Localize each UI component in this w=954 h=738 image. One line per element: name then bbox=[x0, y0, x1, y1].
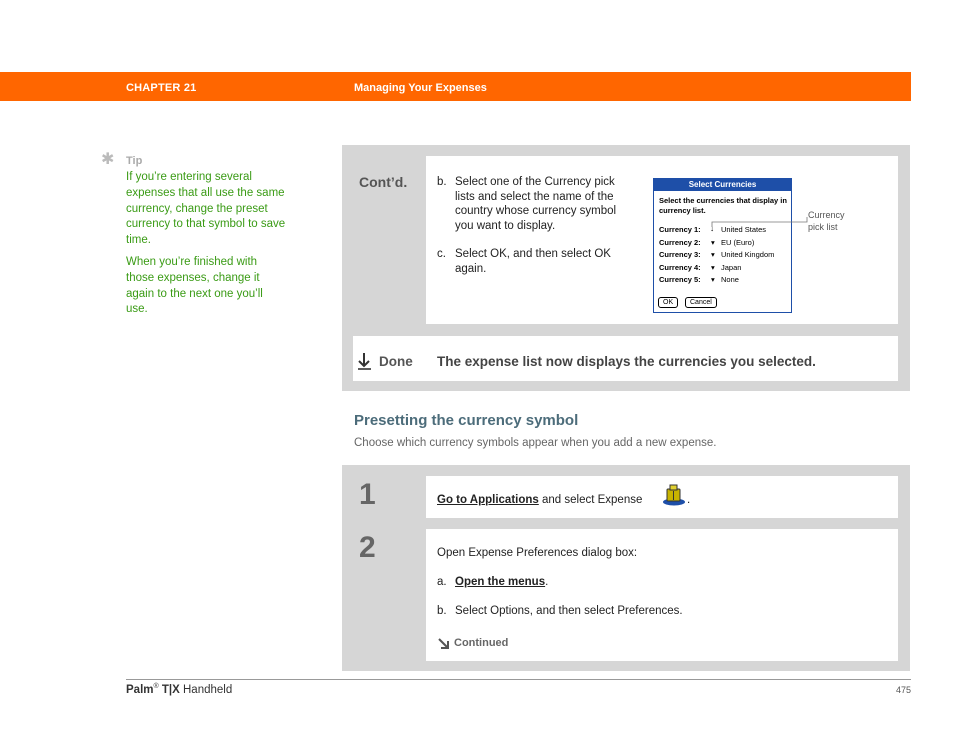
callout-label bbox=[808, 209, 845, 233]
chevron-down-icon: ▾ bbox=[711, 238, 715, 247]
chapter-number: CHAPTER 21 bbox=[126, 82, 197, 94]
footer-product-name bbox=[126, 683, 232, 696]
chapter-title: Managing Your Expenses bbox=[354, 82, 487, 94]
footer-registered-mark: ® bbox=[153, 683, 159, 690]
currency-2-value[interactable]: EU (Euro) bbox=[721, 238, 755, 247]
select-currencies-dialog bbox=[653, 178, 792, 313]
callout-line-2: pick list bbox=[808, 222, 838, 232]
continued-label: Continued bbox=[454, 637, 509, 649]
step-2a-marker: a. bbox=[437, 576, 447, 588]
currency-2-label: Currency 2: bbox=[659, 238, 701, 247]
footer-model: T|X bbox=[161, 683, 180, 696]
step-c-marker: c. bbox=[437, 248, 446, 260]
step-2a-period: . bbox=[545, 576, 549, 588]
tip-star-icon: ✱ bbox=[101, 151, 115, 168]
step-c-text: Select OK, and then select OK again. bbox=[455, 248, 611, 275]
go-to-applications-link[interactable]: Go to Applications bbox=[437, 494, 539, 506]
callout-leader-line bbox=[711, 216, 808, 228]
chevron-down-icon: ▾ bbox=[711, 263, 715, 272]
pick-arrow-icon: ↓ bbox=[710, 224, 714, 233]
done-text: The expense list now displays the currencies you selected. bbox=[437, 354, 816, 369]
currency-4-value[interactable]: Japan bbox=[721, 263, 742, 272]
continued-arrow-icon bbox=[437, 637, 450, 650]
step-1-text bbox=[437, 493, 642, 508]
expense-app-icon bbox=[662, 484, 686, 506]
section-subtitle: Choose which currency symbols appear when you add a new expense. bbox=[354, 437, 717, 449]
step-b-marker: b. bbox=[437, 176, 447, 188]
tip-paragraph-1: If you’re entering several expenses that all use the same currency, change the preset currency to that symbol to save time. bbox=[126, 171, 286, 247]
chevron-down-icon: ▾ bbox=[711, 250, 715, 259]
currency-4-label: Currency 4: bbox=[659, 263, 701, 272]
callout-line-1: Currency bbox=[808, 210, 845, 220]
currency-5-label: Currency 5: bbox=[659, 275, 701, 284]
currency-1-label: Currency 1: bbox=[659, 225, 701, 234]
step-2a-text bbox=[455, 575, 548, 590]
step-2-intro: Open Expense Preferences dialog box: bbox=[437, 547, 638, 559]
contd-label: Cont’d. bbox=[359, 174, 408, 190]
dialog-prompt: Select the currencies that display in currency list. bbox=[659, 196, 787, 215]
currency-3-label: Currency 3: bbox=[659, 250, 701, 259]
section-title: Presetting the currency symbol bbox=[354, 412, 579, 429]
step-2-number: 2 bbox=[359, 531, 376, 564]
dialog-title: Select Currencies bbox=[654, 179, 791, 191]
tip-label: Tip bbox=[126, 155, 143, 167]
open-the-menus-link[interactable]: Open the menus bbox=[455, 576, 546, 588]
currency-3-value[interactable]: United Kingdom bbox=[721, 250, 775, 259]
step-1-number: 1 bbox=[359, 478, 376, 511]
done-arrow-icon bbox=[358, 352, 372, 370]
currency-1-value[interactable]: United States bbox=[721, 225, 767, 234]
footer-rule bbox=[126, 679, 911, 680]
step-1-period: . bbox=[687, 494, 691, 506]
chevron-down-icon: ▾ bbox=[711, 275, 715, 284]
step-2b-marker: b. bbox=[437, 605, 447, 617]
page-number: 475 bbox=[895, 685, 911, 695]
done-label: Done bbox=[379, 354, 413, 369]
tip-paragraph-2: When you’re finished with those expenses, change it again to the next one you’ll use. bbox=[126, 256, 263, 316]
currency-5-value[interactable]: None bbox=[721, 275, 739, 284]
footer-suffix: Handheld bbox=[183, 683, 233, 696]
ok-button[interactable]: OK bbox=[658, 297, 678, 308]
step-2b-text: Select Options, and then select Preferences. bbox=[455, 605, 683, 617]
footer-brand: Palm bbox=[126, 683, 154, 696]
step-b-text: Select one of the Currency pick lists and select the name of the country whose currency symbol you want to display. bbox=[455, 176, 617, 232]
step-1-description: and select Expense bbox=[542, 494, 643, 506]
cancel-button[interactable]: Cancel bbox=[685, 297, 717, 308]
